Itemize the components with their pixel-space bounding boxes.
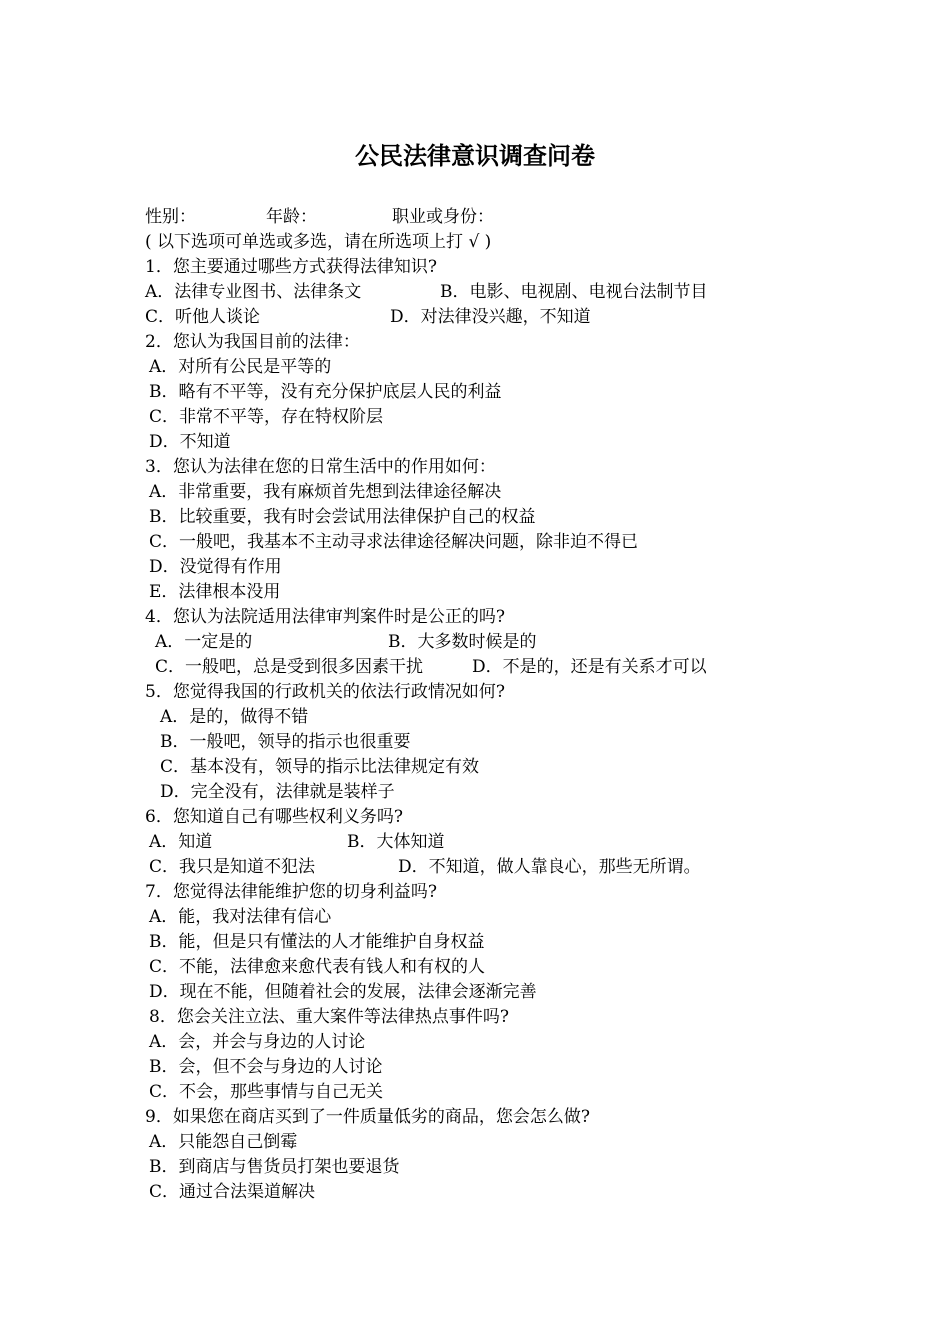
q6-option-a[interactable]: A．知道 [149,832,213,852]
instructions: ( 以下选项可单选或多选，请在所选项上打 √ ) [145,232,492,252]
q8-option-b[interactable]: B．会，但不会与身边的人讨论 [149,1057,383,1077]
q5-option-b[interactable]: B．一般吧，领导的指示也很重要 [160,732,411,752]
q3-option-b[interactable]: B．比较重要，我有时会尝试用法律保护自己的权益 [149,507,536,527]
question-1: 1．您主要通过哪些方式获得法律知识? [145,257,437,277]
q8-option-a[interactable]: A．会，并会与身边的人讨论 [149,1032,366,1052]
q3-option-c[interactable]: C．一般吧，我基本不主动寻求法律途径解决问题，除非迫不得已 [149,532,639,552]
q1-option-a[interactable]: A．法律专业图书、法律条文 [145,282,362,302]
q6-option-d[interactable]: D．不知道，做人靠良心，那些无所谓。 [398,857,701,877]
q5-option-d[interactable]: D．完全没有，法律就是装样子 [160,782,395,802]
job-label: 职业或身份： [392,207,494,227]
q6-option-c[interactable]: C．我只是知道不犯法 [149,857,316,877]
q7-option-a[interactable]: A．能，我对法律有信心 [149,907,332,927]
q2-option-d[interactable]: D．不知道 [149,432,231,452]
q3-option-d[interactable]: D．没觉得有作用 [149,557,282,577]
q9-option-c[interactable]: C．通过合法渠道解决 [149,1182,316,1202]
question-5: 5．您觉得我国的行政机关的依法行政情况如何? [145,682,505,702]
question-3: 3．您认为法律在您的日常生活中的作用如何： [145,457,496,477]
question-7: 7．您觉得法律能维护您的切身利益吗? [145,882,437,902]
gender-label: 性别： [145,207,196,227]
q3-option-a[interactable]: A．非常重要，我有麻烦首先想到法律途径解决 [149,482,502,502]
q1-option-b[interactable]: B．电影、电视剧、电视台法制节目 [440,282,708,302]
q4-option-a[interactable]: A．一定是的 [155,632,253,652]
q1-option-d[interactable]: D．对法律没兴趣，不知道 [390,307,591,327]
q5-option-a[interactable]: A．是的，做得不错 [160,707,309,727]
q7-option-b[interactable]: B．能，但是只有懂法的人才能维护自身权益 [149,932,485,952]
page-title: 公民法律意识调查问卷 [355,142,595,170]
q9-option-a[interactable]: A．只能怨自己倒霉 [149,1132,298,1152]
question-2: 2．您认为我国目前的法律： [145,332,360,352]
question-8: 8．您会关注立法、重大案件等法律热点事件吗? [149,1007,509,1027]
q2-option-c[interactable]: C．非常不平等，存在特权阶层 [149,407,384,427]
question-4: 4．您认为法院适用法律审判案件时是公正的吗? [145,607,505,627]
q7-option-c[interactable]: C．不能，法律愈来愈代表有钱人和有权的人 [149,957,486,977]
q4-option-b[interactable]: B．大多数时候是的 [388,632,537,652]
question-6: 6．您知道自己有哪些权利义务吗? [145,807,403,827]
question-9: 9．如果您在商店买到了一件质量低劣的商品，您会怎么做? [145,1107,590,1127]
q9-option-b[interactable]: B．到商店与售货员打架也要退货 [149,1157,400,1177]
q4-option-d[interactable]: D．不是的，还是有关系才可以 [472,657,707,677]
q3-option-e[interactable]: E．法律根本没用 [149,582,281,602]
q1-option-c[interactable]: C．听他人谈论 [145,307,261,327]
age-label: 年龄： [266,207,317,227]
q4-option-c[interactable]: C．一般吧，总是受到很多因素干扰 [155,657,424,677]
q7-option-d[interactable]: D．现在不能，但随着社会的发展，法律会逐渐完善 [149,982,537,1002]
q2-option-a[interactable]: A．对所有公民是平等的 [149,357,332,377]
q6-option-b[interactable]: B．大体知道 [347,832,445,852]
q2-option-b[interactable]: B．略有不平等，没有充分保护底层人民的利益 [149,382,502,402]
q8-option-c[interactable]: C．不会，那些事情与自己无关 [149,1082,384,1102]
q5-option-c[interactable]: C．基本没有，领导的指示比法律规定有效 [160,757,480,777]
